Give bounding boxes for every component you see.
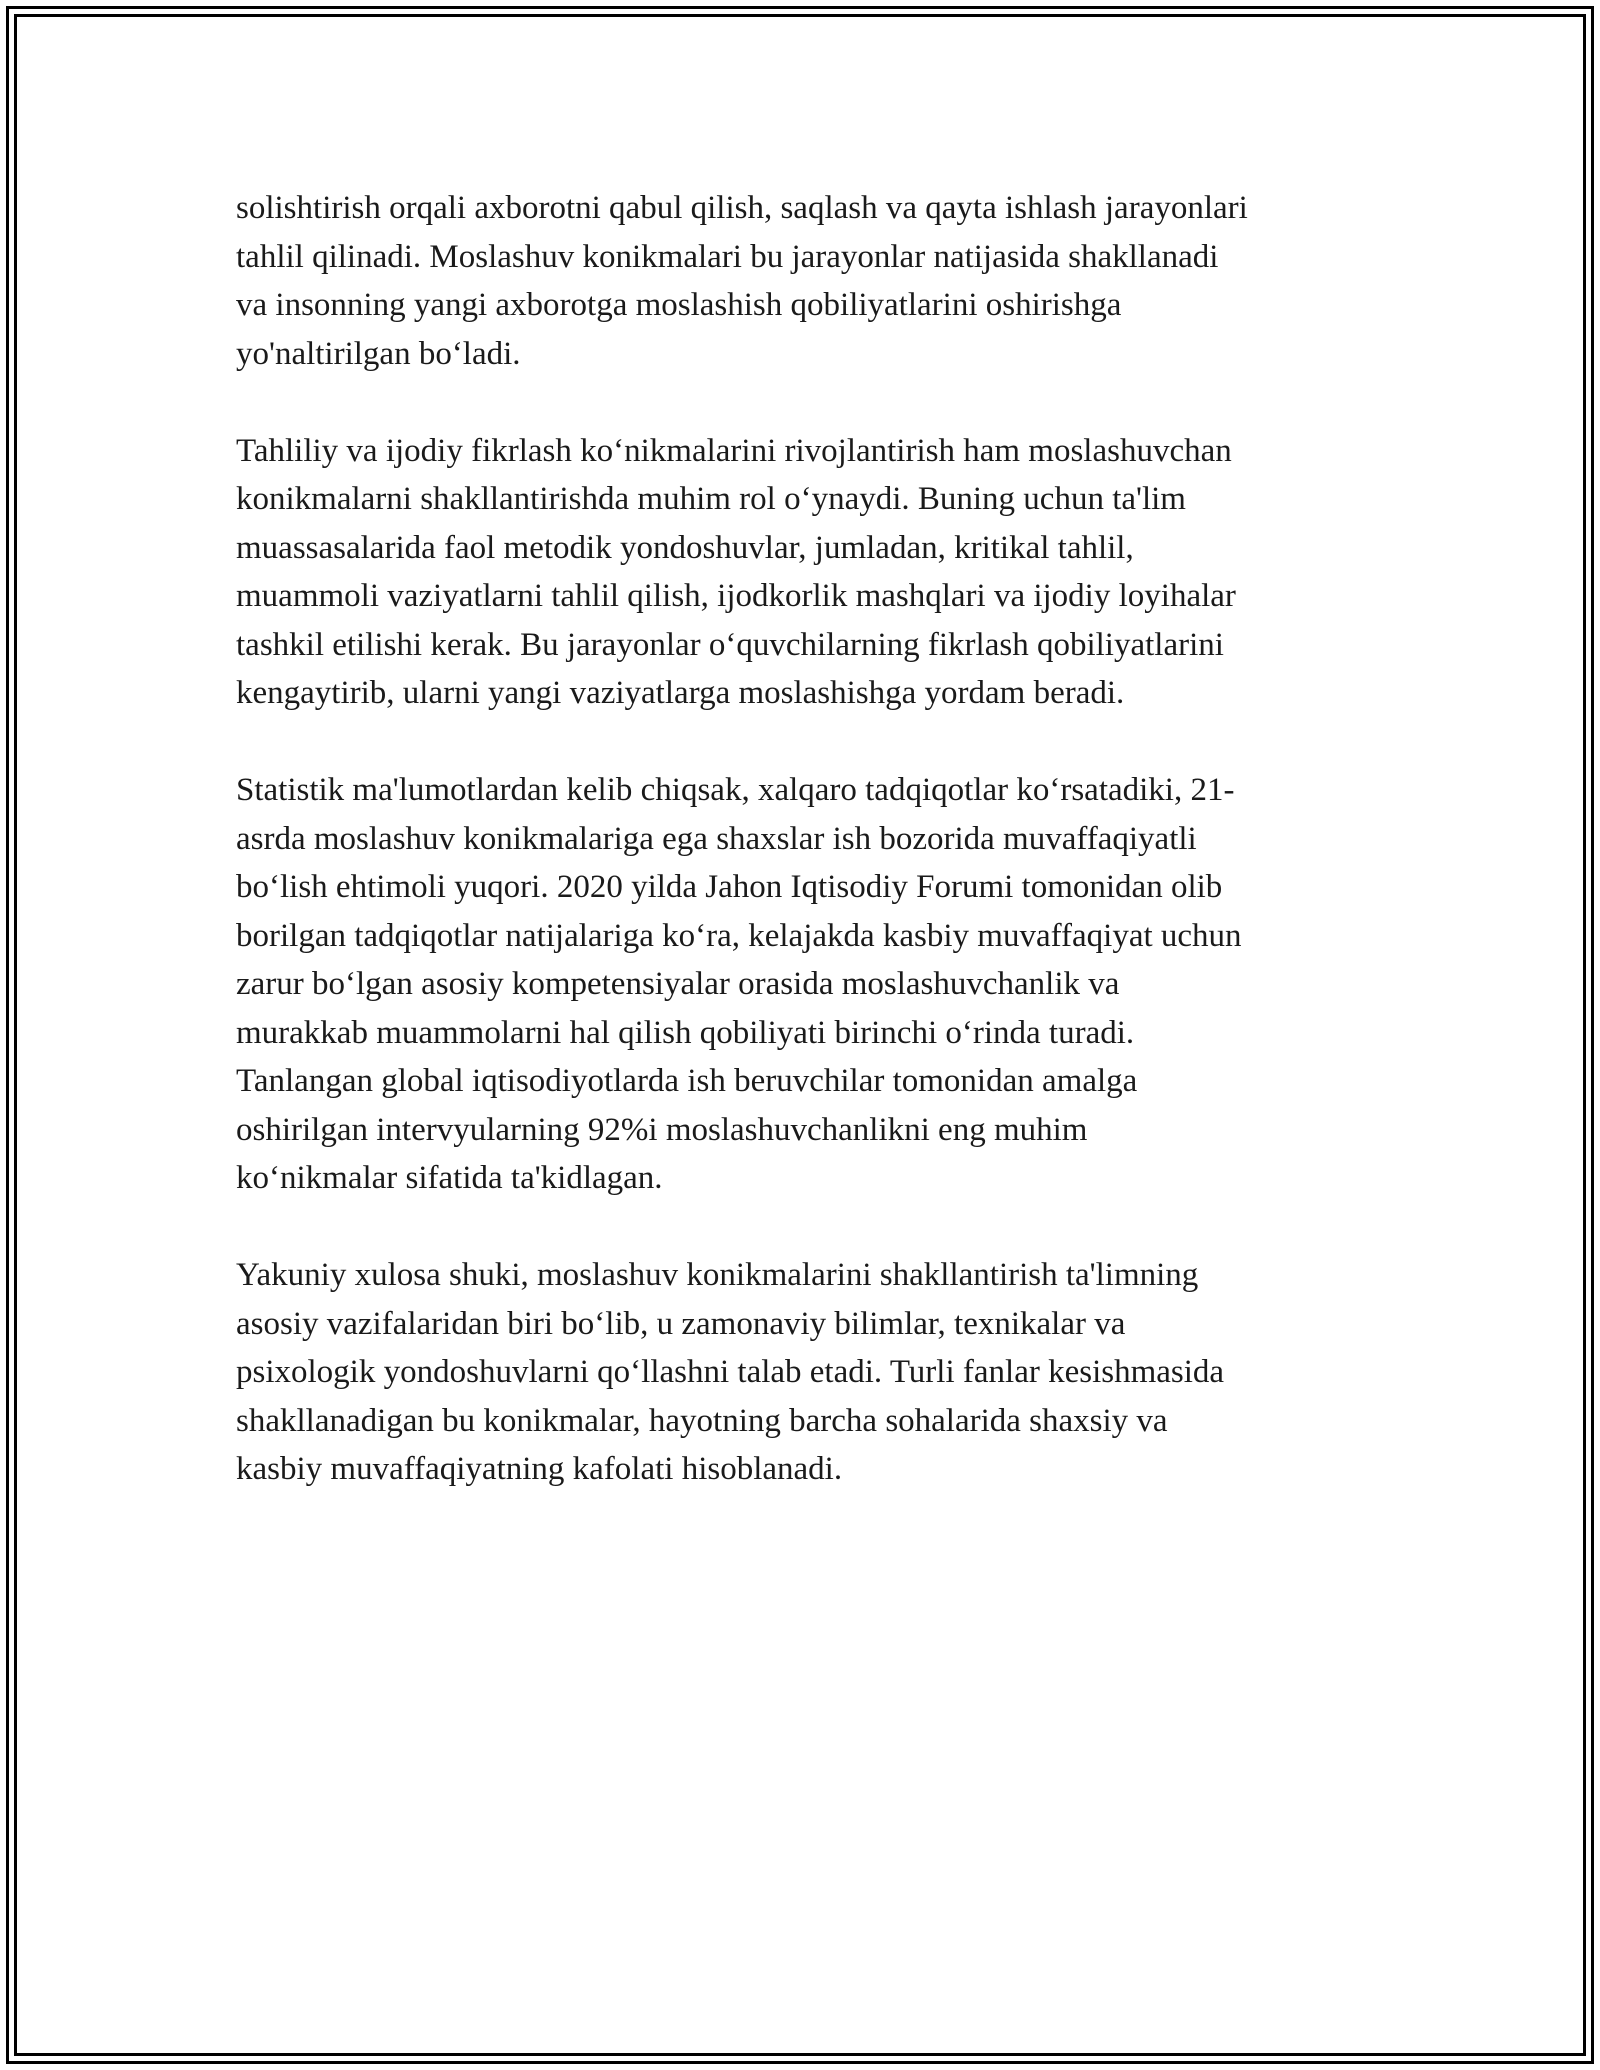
document-body bbox=[236, 184, 1386, 1542]
paragraph-3: Statistik ma'lumotlardan kelib chiqsak, xalqaro tadqiqotlar ko‘rsatadiki, 21- asrda moslashuv konikmalariga ega shaxslar ish bozorida muvaffaqiyatli bo‘lish ehtimoli yuqori. 2020 yilda Jahon Iqtisodiy Forumi tomonidan olib borilgan tadqiqotlar natijalariga ko‘ra, kelajakda kasbiy muvaffaqiyat uchun zarur bo‘lgan asosiy kompetensiyalar orasida moslashuvchanlik va murakkab muammolarni hal qilish qobiliyati birinchi o‘rinda turadi. Tanlangan global iqtisodiyotlarda ish beruvchilar tomonidan amalga oshirilgan intervyularning 92%i moslashuvchanlikni eng muhim ko‘nikmalar sifatida ta'kidlagan. bbox=[236, 772, 1242, 1196]
paragraph-4: Yakuniy xulosa shuki, moslashuv konikmalarini shakllantirish ta'limning asosiy vazifalaridan biri bo‘lib, u zamonaviy bilimlar, texnikalar va psixologik yondoshuvlarni qo‘llashni talab etadi. Turli fanlar kesishmasida shakllanadigan bu konikmalar, hayotning barcha sohalarida shaxsiy va kasbiy muvaffaqiyatning kafolati hisoblanadi. bbox=[236, 1257, 1225, 1487]
paragraph-1: solishtirish orqali axborotni qabul qilish, saqlash va qayta ishlash jarayonlari tahlil qilinadi. Moslashuv konikmalari bu jarayonlar natijasida shakllanadi va insonning yangi axborotga moslashish qobiliyatlarini oshirishga yo'naltirilgan bo‘ladi. bbox=[236, 190, 1248, 372]
paragraph-2: Tahliliy va ijodiy fikrlash ko‘nikmalarini rivojlantirish ham moslashuvchan konikmalarni shakllantirishda muhim rol o‘ynaydi. Buning uchun ta'lim muassasalarida faol metodik yondoshuvlar, jumladan, kritikal tahlil, muammoli vaziyatlarni tahlil qilish, ijodkorlik mashqlari va ijodiy loyihalar tashkil etilishi kerak. Bu jarayonlar o‘quvchilarning fikrlash qobiliyatlarini kengaytirib, ularni yangi vaziyatlarga moslashishga yordam beradi. bbox=[236, 432, 1236, 711]
